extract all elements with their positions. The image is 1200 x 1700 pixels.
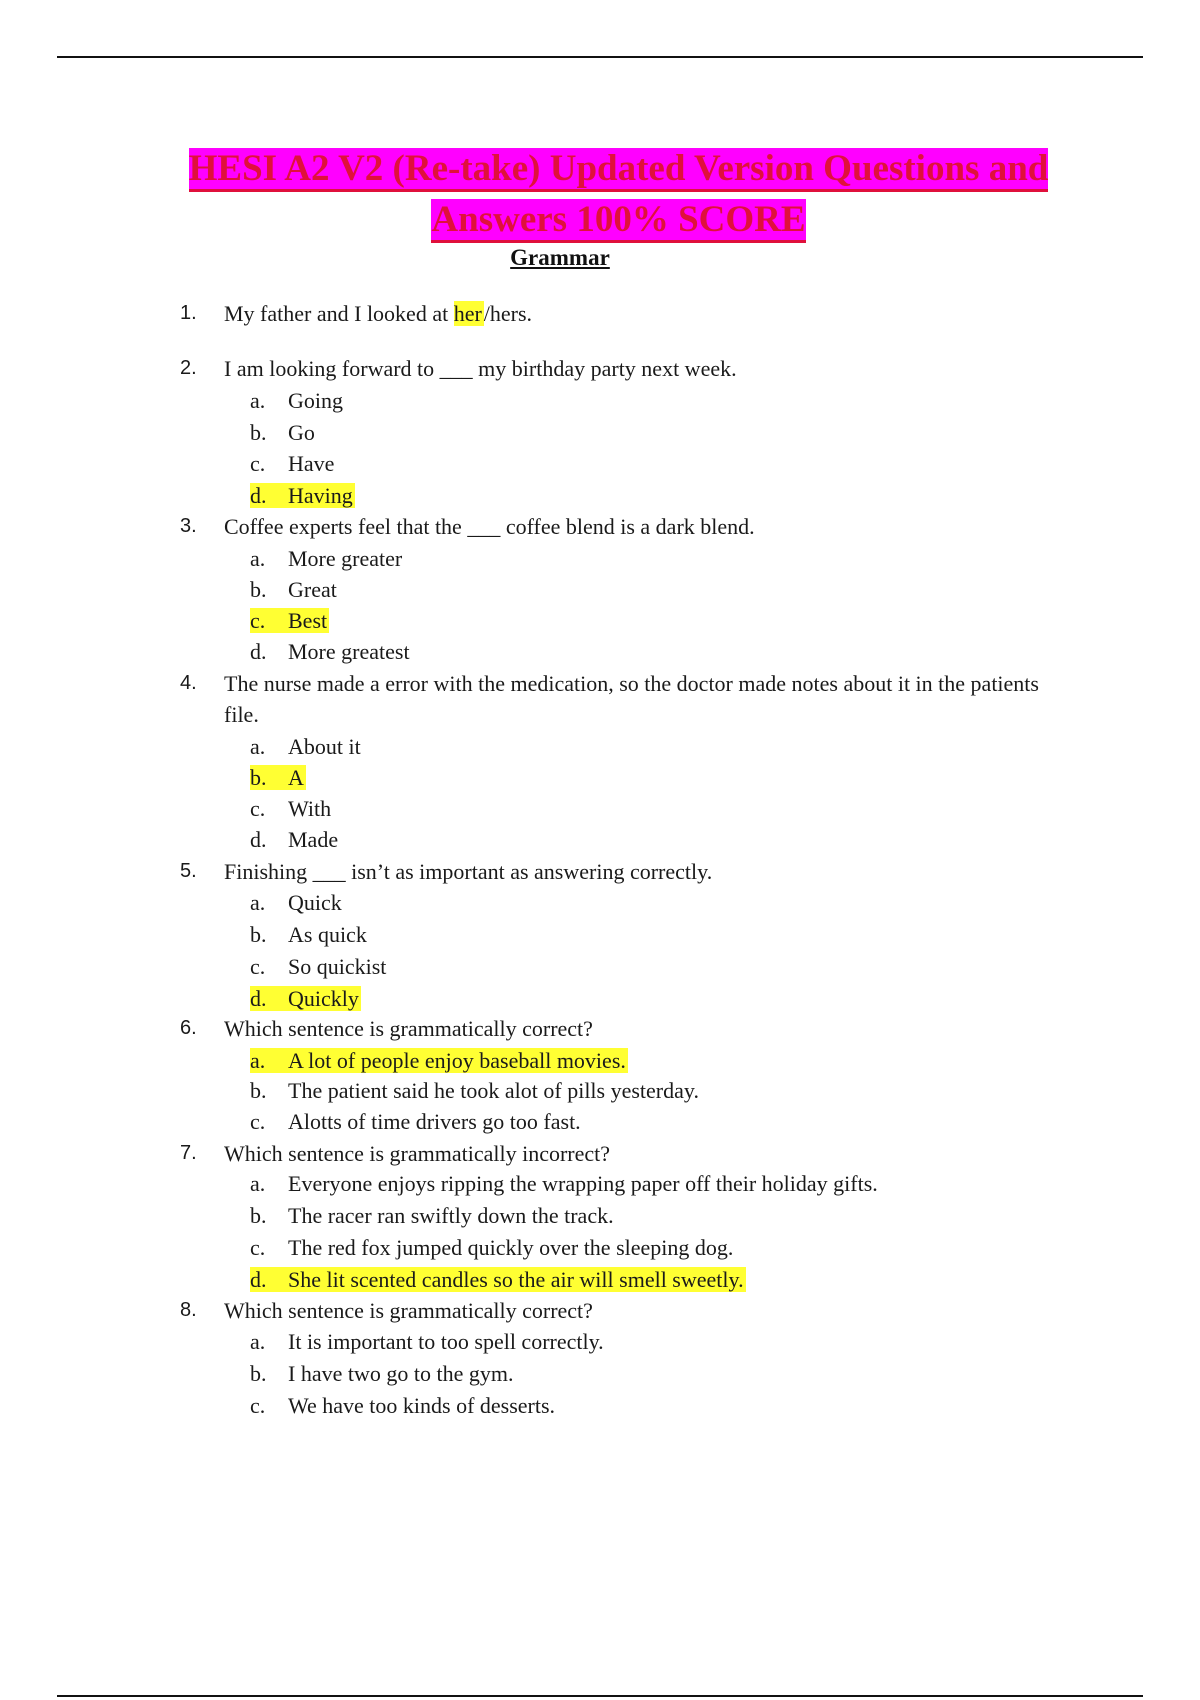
- question-number: 8.: [180, 1299, 197, 1321]
- question-text: Which sentence is grammatically correct?: [224, 1298, 593, 1323]
- option-text: I have two go to the gym.: [288, 1361, 514, 1386]
- question-text: Which sentence is grammatically incorrect?: [224, 1141, 611, 1166]
- option-row-correct: [250, 983, 361, 1014]
- option-row: [250, 448, 334, 479]
- option-row-correct: [250, 605, 329, 636]
- option-letter: c.: [250, 608, 266, 633]
- question-text-after: /hers.: [483, 301, 533, 326]
- option-letter: b.: [250, 1203, 267, 1228]
- option-letter: d.: [250, 639, 267, 664]
- option-letter: a.: [250, 546, 266, 571]
- option-text: More greater: [288, 546, 403, 571]
- option-letter: d.: [250, 1267, 267, 1292]
- question-number: 2.: [180, 357, 197, 379]
- option-text: With: [288, 796, 332, 821]
- question-number: 3.: [180, 515, 197, 537]
- option-text: A: [288, 765, 304, 790]
- option-letter: a.: [250, 734, 266, 759]
- question-text: Which sentence is grammatically correct?: [224, 1016, 593, 1041]
- option-row: [250, 1390, 555, 1421]
- option-letter: a.: [250, 388, 266, 413]
- option-text: Go: [288, 420, 315, 445]
- option-row: [250, 1232, 733, 1263]
- question-text: The nurse made a error with the medication, so the doctor made notes about it in the patients file.: [224, 671, 1039, 727]
- option-text: Made: [288, 827, 339, 852]
- option-letter: b.: [250, 765, 267, 790]
- option-text: About it: [288, 734, 361, 759]
- title-line-2: Answers 100% SCORE: [431, 199, 805, 243]
- option-letter: c.: [250, 796, 266, 821]
- option-letter: b.: [250, 922, 267, 947]
- option-letter: d.: [250, 827, 267, 852]
- option-text: As quick: [288, 922, 367, 947]
- option-letter: c.: [250, 451, 266, 476]
- option-row: [250, 574, 337, 605]
- section-heading: Grammar: [510, 245, 610, 270]
- option-text: Quickly: [288, 986, 359, 1011]
- option-row: [250, 1168, 878, 1199]
- option-row: [250, 417, 315, 448]
- option-letter: c.: [250, 1109, 266, 1134]
- option-text: The racer ran swiftly down the track.: [288, 1203, 614, 1228]
- option-row: [250, 1326, 604, 1357]
- option-row: [250, 1358, 513, 1389]
- option-text: So quickist: [288, 954, 387, 979]
- option-text: Best: [288, 608, 328, 633]
- option-row-correct: [250, 480, 355, 511]
- option-row: [250, 731, 361, 762]
- highlighted-answer: [250, 608, 329, 633]
- option-row: [250, 919, 367, 950]
- option-row: [250, 1200, 614, 1231]
- option-text: Alotts of time drivers go too fast.: [288, 1109, 581, 1134]
- question-text-before: My father and I looked at: [224, 301, 454, 326]
- question-text: [224, 298, 1060, 329]
- option-row: [250, 887, 342, 918]
- option-letter: a.: [250, 1329, 266, 1354]
- footer-rule: [57, 1695, 1143, 1697]
- option-row: [250, 385, 343, 416]
- highlighted-answer: [250, 483, 355, 508]
- question-8: [180, 1295, 1060, 1326]
- option-row: [250, 951, 386, 982]
- option-letter: d.: [250, 483, 267, 508]
- question-1: [180, 298, 1060, 329]
- highlighted-answer: [250, 1048, 628, 1073]
- option-letter: c.: [250, 1235, 266, 1260]
- option-text: She lit scented candles so the air will smell sweetly.: [288, 1267, 744, 1292]
- option-row: [250, 824, 338, 855]
- highlighted-answer: [250, 986, 361, 1011]
- question-5: [180, 856, 1060, 887]
- question-number: 4.: [180, 672, 197, 694]
- option-row: [250, 793, 331, 824]
- option-row: [250, 1075, 699, 1106]
- option-text: Great: [288, 577, 337, 602]
- option-letter: c.: [250, 1393, 266, 1418]
- highlighted-answer: [250, 765, 306, 790]
- option-letter: a.: [250, 1171, 266, 1196]
- option-text: The patient said he took alot of pills yesterday.: [288, 1078, 699, 1103]
- question-7: [180, 1138, 1060, 1169]
- title-line-1: HESI A2 V2 (Re-take) Updated Version Questions and: [189, 148, 1049, 192]
- option-text: We have too kinds of desserts.: [288, 1393, 556, 1418]
- option-row-correct: [250, 1264, 746, 1295]
- option-row: [250, 1106, 581, 1137]
- option-letter: d.: [250, 986, 267, 1011]
- question-number: 7.: [180, 1142, 197, 1164]
- option-text: Have: [288, 451, 335, 476]
- option-text: More greatest: [288, 639, 410, 664]
- question-3: [180, 511, 1060, 542]
- option-text: Going: [288, 388, 343, 413]
- option-letter: c.: [250, 954, 266, 979]
- option-letter: a.: [250, 890, 266, 915]
- question-text: Finishing ___ isn’t as important as answering correctly.: [224, 859, 713, 884]
- question-4: [180, 668, 1060, 730]
- question-2: [180, 353, 1060, 384]
- highlighted-answer: her: [453, 301, 482, 326]
- option-row: [250, 636, 410, 667]
- question-number: 6.: [180, 1017, 197, 1039]
- option-letter: b.: [250, 1361, 267, 1386]
- option-text: It is important to too spell correctly.: [288, 1329, 604, 1354]
- question-text: I am looking forward to ___ my birthday party next week.: [224, 356, 737, 381]
- option-row-correct: [250, 1045, 628, 1076]
- highlighted-answer: [250, 1267, 746, 1292]
- option-text: A lot of people enjoy baseball movies.: [288, 1048, 626, 1073]
- option-letter: b.: [250, 577, 267, 602]
- question-number: 5.: [180, 860, 197, 882]
- question-text: Coffee experts feel that the ___ coffee blend is a dark blend.: [224, 514, 755, 539]
- option-text: Quick: [288, 890, 342, 915]
- option-letter: a.: [250, 1048, 266, 1073]
- option-letter: b.: [250, 420, 267, 445]
- question-number: 1.: [180, 302, 197, 324]
- option-row: [250, 543, 402, 574]
- option-text: Everyone enjoys ripping the wrapping paper off their holiday gifts.: [288, 1171, 878, 1196]
- option-text: The red fox jumped quickly over the sleeping dog.: [288, 1235, 734, 1260]
- option-letter: b.: [250, 1078, 267, 1103]
- option-text: Having: [288, 483, 353, 508]
- option-row-correct: [250, 762, 306, 793]
- question-6: [180, 1013, 1060, 1044]
